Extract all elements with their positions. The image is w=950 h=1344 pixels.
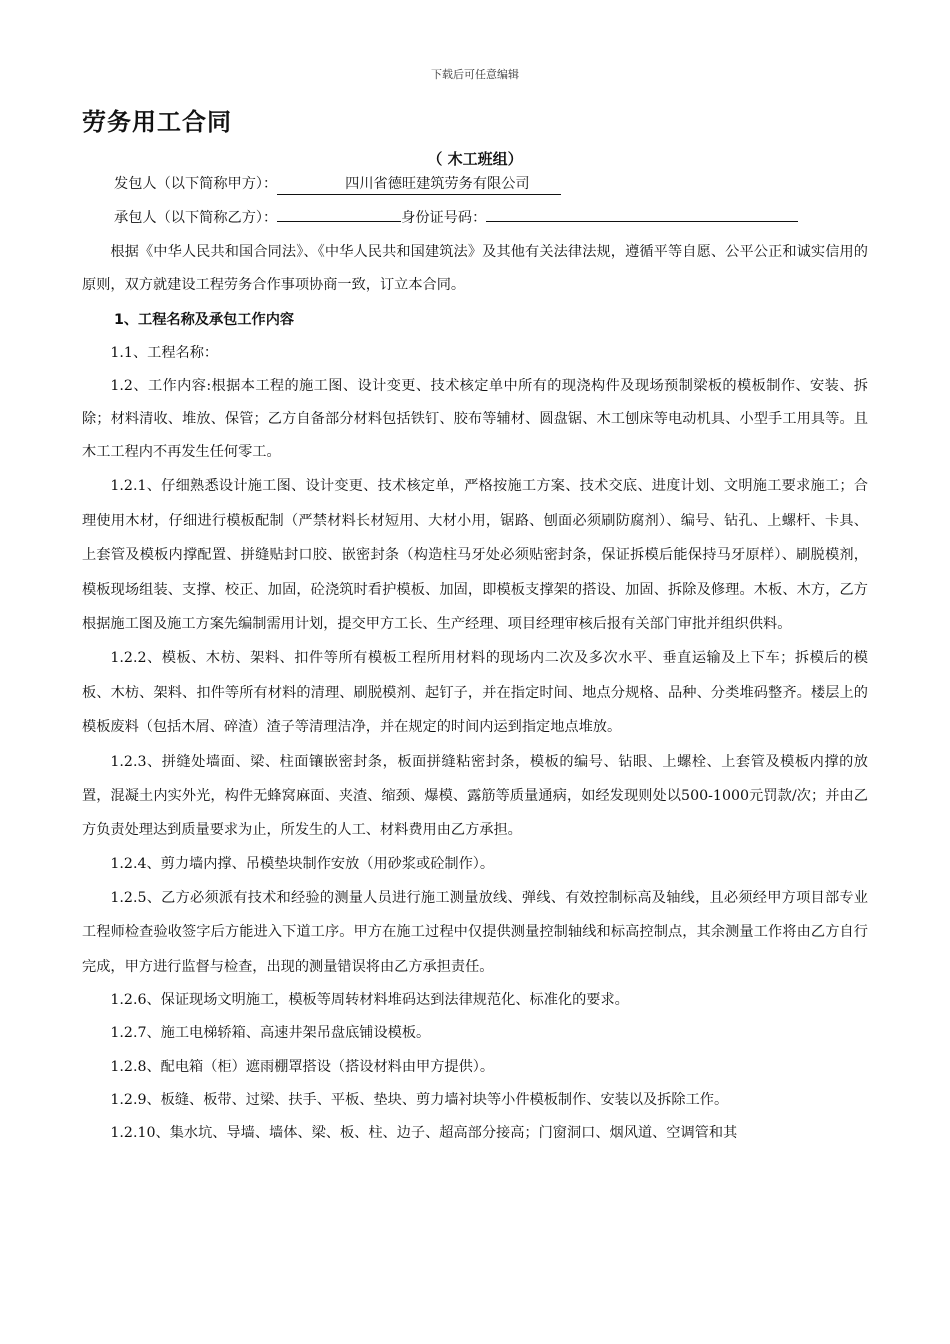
contract-body bbox=[82, 168, 868, 1150]
clause-1-2-8: 1.2.8、配电箱（柜）遮雨棚罩搭设（搭设材料由甲方提供）。 bbox=[110, 1058, 495, 1075]
party-a-line bbox=[82, 168, 868, 200]
clause-1-2-5: 1.2.5、乙方必须派有技术和经验的测量人员进行施工测量放线、弹线、有效控制标高及轴线，且必须经甲方项目部专业工程师检查验收签字后方能进入下道工序。甲方在施工过程中仅提供测量控制轴线和标高控制点，其余测量工作将由乙方自行完成，甲方进行监督与检查，出现的测量错误将由乙方承担责任。 bbox=[82, 890, 868, 975]
party-a-field bbox=[277, 174, 561, 195]
party-b-id-field bbox=[486, 201, 798, 222]
clause-1-2-3: 1.2.3、拼缝处墙面、梁、柱面镶嵌密封条，板面拼缝粘密封条，模板的编号、钻眼、上螺栓、上套管及模板内撑的放置，混凝土内实外光，构件无蜂窝麻面、夹渣、缩颈、爆模、露筋等质量通病，如经发现则处以500-1000元罚款/次；并由乙方负责处理达到质量要求为止，所发生的人工、材料费用由乙方承担。 bbox=[82, 753, 868, 839]
document-subtitle: （ 木工班组） bbox=[427, 150, 523, 168]
party-b-label: 承包人（以下简称乙方）： bbox=[114, 210, 278, 227]
party-b-name-field bbox=[277, 201, 401, 222]
clause-1-2-6: 1.2.6、保证现场文明施工，模板等周转材料堆码达到法律规范化、标准化的要求。 bbox=[110, 992, 629, 1009]
party-a-label: 发包人（以下简称甲方）： bbox=[114, 176, 278, 192]
intro-paragraph: 根据《中华人民共和国合同法》、《中华人民共和国建筑法》及其他有关法律法规，遵循平等自愿、公平公正和诚实信用的原则，双方就建设工程劳务合作事项协商一致，订立本合同。 bbox=[82, 243, 868, 293]
clause-1-2-9: 1.2.9、板缝、板带、过梁、扶手、平板、垫块、剪力墙衬块等小件模板制作、安装以及拆除工作。 bbox=[110, 1091, 729, 1108]
party-a-value: 四川省德旺建筑劳务有限公司 bbox=[345, 176, 530, 192]
clause-1-1: 1.1、工程名称： bbox=[110, 344, 219, 361]
clause-1-2-1: 1.2.1、仔细熟悉设计施工图、设计变更、技术核定单，严格按施工方案、技术交底、进度计划、文明施工要求施工；合理使用木材，仔细进行模板配制（严禁材料长材短用、大材小用，锯路、刨面必须刷防腐剂）、编号、钻孔、上螺杆、卡具、上套管及模板内撑配置、拼缝贴封口胶、嵌密封条（构造柱马牙处必须贴密封条，保证拆模后能保持马牙原样）、刷脱模剂，模板现场组装、支撑、校正、加固，砼浇筑时看护模板、加固，即模板支撑架的搭设、加固、拆除及修理。木板、木方，乙方根据施工图及施工方案先编制需用计划，提交甲方工长、生产经理、项目经理审核后报有关部门审批并组织供料。 bbox=[82, 478, 868, 633]
clause-1-2-10: 1.2.10、集水坑、导墙、墙体、梁、板、柱、边子、超高部分接高；门窗洞口、烟风道、空调管和其 bbox=[110, 1125, 738, 1142]
section-1-heading: 1、工程名称及承包工作内容 bbox=[114, 312, 295, 329]
clause-1-2-7: 1.2.7、施工电梯轿箱、高速井架吊盘底铺设模板。 bbox=[110, 1025, 431, 1042]
clause-1-2: 1.2、工作内容:根据本工程的施工图、设计变更、技术核定单中所有的现浇构件及现场预制梁板的模板制作、安装、拆除；材料清收、堆放、保管；乙方自备部分材料包括铁钉、胶布等辅材、圆盘锯、木工刨床等电动机具、小型手工用具等。且木工工程内不再发生任何零工。 bbox=[82, 377, 868, 461]
header-note: 下载后可任意编辑 bbox=[431, 68, 519, 81]
party-b-id-label: 身份证号码： bbox=[401, 210, 487, 227]
clause-1-2-4: 1.2.4、剪力墙内撑、吊模垫块制作安放（用砂浆或砼制作）。 bbox=[110, 855, 495, 872]
document-title: 劳务用工合同 bbox=[82, 108, 232, 136]
clause-1-2-2: 1.2.2、模板、木枋、架料、扣件等所有模板工程所用材料的现场内二次及多次水平、垂直运输及上下车；拆模后的模板、木枋、架料、扣件等所有材料的清理、刷脱模剂、起钉子，并在指定时间、地点分规格、品种、分类堆码整齐。楼层上的模板废料（包括木屑、碎渣）渣子等清理洁净，并在规定的时间内运到指定地点堆放。 bbox=[82, 650, 868, 736]
party-b-line bbox=[82, 201, 868, 233]
